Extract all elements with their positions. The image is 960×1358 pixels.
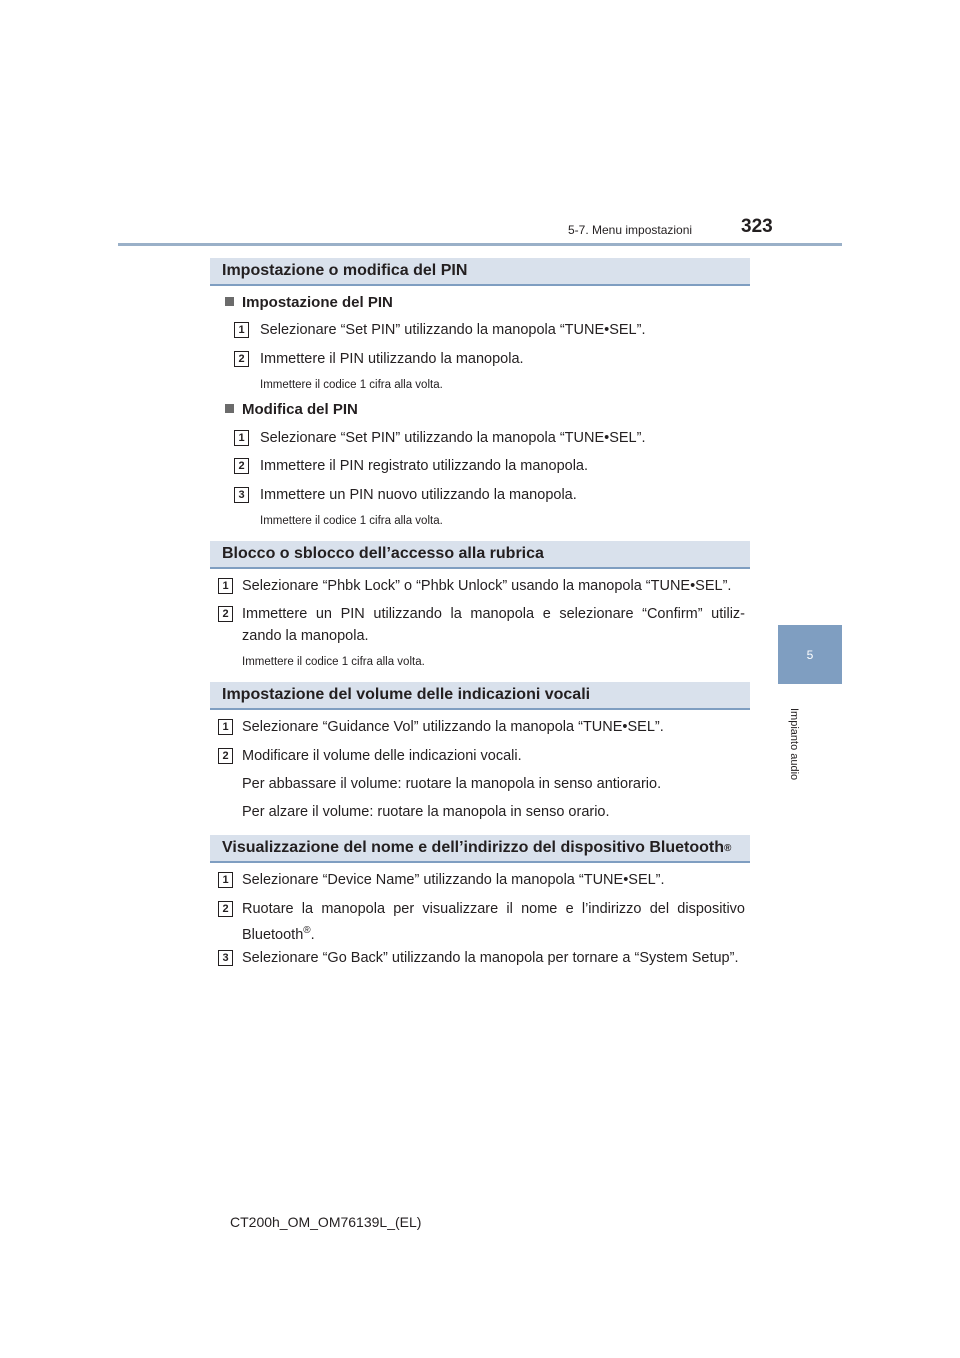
step-number: 1 [234,322,249,338]
step-number: 1 [218,719,233,735]
section-title-phonebook-lock: Blocco o sblocco dell’accesso alla rubrica [210,541,750,569]
step-text: Selezionare “Phbk Lock” o “Phbk Unlock” usando la manopola “TUNE•SEL”. [242,578,732,594]
chapter-tab [778,625,842,684]
section-title-bluetooth-device: Visualizzazione del nome e dell’indirizzo del dispositivo Bluetooth ® [210,835,750,863]
step-number: 2 [234,351,249,367]
step-number: 2 [218,901,233,917]
square-bullet-icon [225,404,234,413]
detail-text: Per abbassare il volume: ruotare la manopola in senso antiorario. [242,776,662,792]
note-text: Immettere il codice 1 cifra alla volta. [260,515,443,527]
section-title-pin: Impostazione o modifica del PIN [210,258,750,286]
step-number: 1 [234,430,249,446]
section-reference: 5-7. Menu impostazioni [568,223,693,237]
chapter-number: 5 [806,647,814,662]
chapter-label: Impianto audio [788,708,800,781]
page-number: 323 [741,216,773,237]
step-number: 2 [218,606,233,622]
step-text: Immettere il PIN registrato utilizzando la manopola. [260,458,589,474]
note-text: Immettere il codice 1 cifra alla volta. [260,379,443,391]
step-text: Ruotare la manopola per visualizzare il nome e l’indirizzo del dispositivo [242,901,745,917]
subsection-title-pin-change: Modifica del PIN [225,401,358,418]
step-text: Selezionare “Guidance Vol” utilizzando la manopola “TUNE•SEL”. [242,719,664,735]
step-text: Immettere un PIN utilizzando la manopola e selezionare “Confirm” utiliz- [242,606,745,622]
step-text: Selezionare “Go Back” utilizzando la manopola per tornare a “System Setup”. [242,950,739,966]
step-number: 1 [218,872,233,888]
step-text: Immettere il PIN utilizzando la manopola. [260,351,524,367]
step-number: 3 [234,487,249,503]
step-text: Selezionare “Set PIN” utilizzando la manopola “TUNE•SEL”. [260,430,646,446]
header-rule [118,243,842,246]
step-text: Selezionare “Device Name” utilizzando la manopola “TUNE•SEL”. [242,872,665,888]
subsection-title-pin-setting: Impostazione del PIN [225,294,393,311]
step-text: Modificare il volume delle indicazioni vocali. [242,748,522,764]
step-text-continued: Bluetooth®. [242,925,315,943]
step-number: 2 [234,458,249,474]
square-bullet-icon [225,297,234,306]
step-text: Selezionare “Set PIN” utilizzando la manopola “TUNE•SEL”. [260,322,646,338]
section-title-guidance-volume: Impostazione del volume delle indicazioni vocali [210,682,750,710]
step-text-continued: zando la manopola. [242,628,369,644]
note-text: Immettere il codice 1 cifra alla volta. [242,656,425,668]
step-number: 3 [218,950,233,966]
step-number: 2 [218,748,233,764]
step-text: Immettere un PIN nuovo utilizzando la manopola. [260,487,577,503]
document-code: CT200h_OM_OM76139L_(EL) [230,1214,422,1230]
detail-text: Per alzare il volume: ruotare la manopola in senso orario. [242,804,610,820]
step-number: 1 [218,578,233,594]
